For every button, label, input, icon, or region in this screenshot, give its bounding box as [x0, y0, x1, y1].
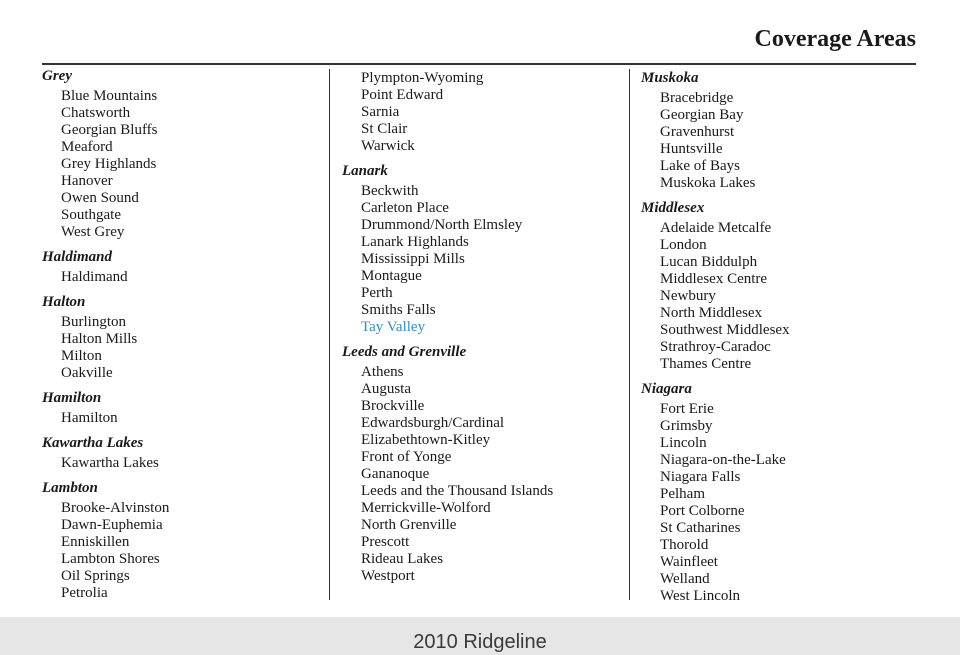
- place-item: Niagara Falls: [660, 469, 741, 485]
- place-item: Brockville: [361, 398, 425, 414]
- place-item: Elizabethtown-Kitley: [361, 432, 491, 448]
- place-item: West Lincoln: [660, 588, 741, 604]
- place-item: Front of Yonge: [361, 449, 452, 465]
- place-item: Haldimand: [61, 269, 128, 285]
- region-heading: Hamilton: [42, 390, 102, 406]
- place-item: Carleton Place: [361, 200, 449, 216]
- place-item: Hanover: [61, 173, 113, 189]
- place-item: Merrickville-Wolford: [361, 500, 491, 516]
- place-item: Perth: [361, 285, 393, 301]
- place-item: Oakville: [61, 365, 113, 381]
- place-item: Lanark Highlands: [361, 234, 469, 250]
- region-group: [42, 480, 312, 602]
- place-item: Drummond/North Elmsley: [361, 217, 523, 233]
- region-group: [42, 390, 312, 427]
- place-item: Beckwith: [361, 183, 419, 199]
- place-item: Oil Springs: [61, 568, 130, 584]
- place-item: Grimsby: [660, 418, 713, 434]
- title-rule: [42, 63, 916, 65]
- region-heading: Muskoka: [641, 70, 699, 86]
- place-item: Petrolia: [61, 585, 108, 601]
- place-item: Enniskillen: [61, 534, 130, 550]
- place-item: Augusta: [361, 381, 411, 397]
- place-item: Tay Valley: [361, 319, 426, 335]
- region-heading: Lambton: [42, 480, 98, 496]
- region-group: [641, 70, 911, 192]
- place-item: Rideau Lakes: [361, 551, 444, 567]
- region-heading: Haldimand: [42, 249, 113, 265]
- place-item: Georgian Bay: [660, 107, 744, 123]
- place-item: Sarnia: [361, 104, 400, 120]
- watermark-text: 2010 Ridgeline: [413, 631, 547, 653]
- place-item: North Grenville: [361, 517, 457, 533]
- place-item: Montague: [361, 268, 422, 284]
- place-item: Blue Mountains: [61, 88, 158, 104]
- place-item: Port Colborne: [660, 503, 745, 519]
- place-item: Halton Mills: [61, 331, 138, 347]
- place-item: Prescott: [361, 534, 410, 550]
- place-item: Muskoka Lakes: [660, 175, 756, 191]
- place-item: Grey Highlands: [61, 156, 157, 172]
- page-title: Coverage Areas: [754, 26, 916, 52]
- place-item: London: [660, 237, 707, 253]
- place-item: Huntsville: [660, 141, 723, 157]
- region-group: [42, 68, 312, 241]
- place-item: Niagara-on-the-Lake: [660, 452, 786, 468]
- place-item: Gravenhurst: [660, 124, 735, 140]
- column-divider: [629, 69, 630, 600]
- place-item: Smiths Falls: [361, 302, 436, 318]
- column-divider: [329, 69, 330, 600]
- column-1: [42, 68, 312, 610]
- place-item: Burlington: [61, 314, 127, 330]
- region-group: [42, 294, 312, 382]
- watermark-bar: [0, 617, 960, 655]
- place-item: Southwest Middlesex: [660, 322, 790, 338]
- place-item: Meaford: [61, 139, 113, 155]
- place-item: Leeds and the Thousand Islands: [361, 483, 554, 499]
- place-item: Hamilton: [61, 410, 118, 426]
- place-item: Thorold: [660, 537, 709, 553]
- place-item: Welland: [660, 571, 710, 587]
- place-item: Dawn-Euphemia: [61, 517, 163, 533]
- region-heading: Middlesex: [641, 200, 705, 216]
- region-group: [641, 200, 911, 373]
- place-item: Kawartha Lakes: [61, 455, 159, 471]
- place-item: Lincoln: [660, 435, 707, 451]
- region-group: [641, 381, 911, 605]
- place-item: Edwardsburgh/Cardinal: [361, 415, 505, 431]
- place-item: Georgian Bluffs: [61, 122, 158, 138]
- place-item: Lambton Shores: [61, 551, 160, 567]
- region-heading: Halton: [42, 294, 86, 310]
- region-heading: Lanark: [342, 163, 388, 179]
- region-group: [342, 344, 612, 585]
- region-group: [42, 249, 312, 286]
- region-heading: Kawartha Lakes: [42, 435, 144, 451]
- place-item: North Middlesex: [660, 305, 763, 321]
- place-item: Mississippi Mills: [361, 251, 465, 267]
- place-item: Strathroy-Caradoc: [660, 339, 771, 355]
- place-item: Brooke-Alvinston: [61, 500, 170, 516]
- region-heading: Leeds and Grenville: [342, 344, 467, 360]
- region-group: [342, 70, 612, 155]
- column-2: [342, 70, 612, 593]
- place-item: Westport: [361, 568, 415, 584]
- place-item: Southgate: [61, 207, 121, 223]
- place-item: Owen Sound: [61, 190, 139, 206]
- place-item: Athens: [361, 364, 404, 380]
- place-item: Wainfleet: [660, 554, 718, 570]
- place-item: Lucan Biddulph: [660, 254, 758, 270]
- place-item: Lake of Bays: [660, 158, 740, 174]
- place-item: Thames Centre: [660, 356, 752, 372]
- place-item: Point Edward: [361, 87, 444, 103]
- region-heading: Niagara: [641, 381, 692, 397]
- place-item: Newbury: [660, 288, 716, 304]
- place-item: Middlesex Centre: [660, 271, 768, 287]
- place-item: Adelaide Metcalfe: [660, 220, 772, 236]
- place-item: Pelham: [660, 486, 705, 502]
- region-group: [42, 435, 312, 472]
- place-item: West Grey: [61, 224, 125, 240]
- region-heading: Grey: [42, 68, 72, 84]
- place-item: St Catharines: [660, 520, 741, 536]
- column-3: [641, 70, 911, 613]
- place-item: Milton: [61, 348, 102, 364]
- place-item: Chatsworth: [61, 105, 131, 121]
- place-item: Fort Erie: [660, 401, 714, 417]
- place-item: St Clair: [361, 121, 408, 137]
- place-item: Plympton-Wyoming: [361, 70, 484, 86]
- place-item: Warwick: [361, 138, 415, 154]
- region-group: [342, 163, 612, 336]
- place-item: Gananoque: [361, 466, 430, 482]
- place-item: Bracebridge: [660, 90, 734, 106]
